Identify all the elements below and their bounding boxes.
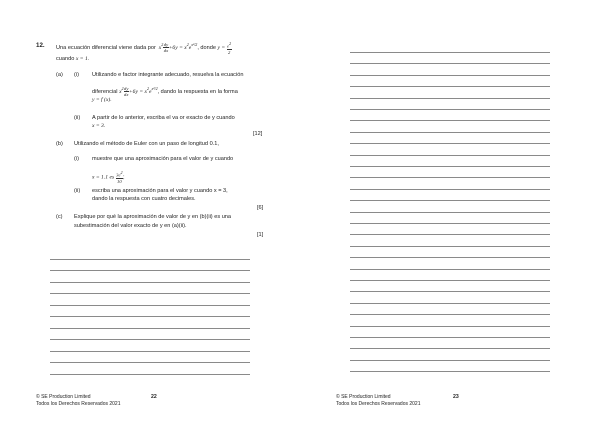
answer-line [350,75,550,76]
part-a-ii-line2: x = 3. [92,123,106,129]
footer-right [336,394,421,407]
answer-line [50,328,250,329]
answer-line [50,339,250,340]
page-number: 23 [453,394,459,400]
part-c-line1: Explique por qué la aproximación de valor de y en (b)(ii) es una [74,214,232,220]
answer-line [50,374,250,375]
question-number: 12. [36,42,45,49]
footer-left [36,394,121,407]
answer-line [350,246,550,247]
part-b-intro: Utilizando el método de Euler con un paso de longitud 0.1, [74,141,219,147]
answer-line [350,291,550,292]
copyright: © SE Production Limited [336,394,391,400]
part-b-marks: [6] [257,205,264,211]
answer-line [350,269,550,270]
answer-line [350,86,550,87]
answer-line [350,177,550,178]
answer-line [350,63,550,64]
answer-line [50,351,250,352]
part-b-i-label: (i) [74,156,79,162]
answer-line [350,155,550,156]
answer-line [350,360,550,361]
part-b-ii-line1: escriba una aproximación para el valor y cuando x = 3, [92,188,228,194]
answer-line [50,270,250,271]
part-b-i-line2: x = 1.1 es $\frac{3e2}{10}$ ; [92,170,125,184]
answer-line [50,282,250,283]
answer-line [350,120,550,121]
part-c-line2: subestimación del valor exacto de y en (a)(ii). [74,223,187,229]
answer-line [50,316,250,317]
part-a-i-line1: Utilizando e factor integrante adecuado, resuelva la ecuación [92,72,244,78]
answer-line [350,143,550,144]
answer-line [350,348,550,349]
page-number: 22 [151,394,157,400]
answer-line [350,257,550,258]
answer-line [350,234,550,235]
condition-y: y = $\frac{e2}{2}$ [217,41,232,55]
part-a-i-label: (i) [74,72,79,78]
answer-line [350,200,550,201]
question-intro: Una ecuación diferencial viene dada por $x^2$ $\frac{dy}{dx}$ $+6y = x^2e^{x^2/2}$, donde y = $\frac{e2}{2}$ [56,41,232,55]
equation: $x^2$ $\frac{dy}{dx}$ $+6y = x^2e^{x^2/2}$ [157,42,198,54]
answer-line [350,212,550,213]
right-page [300,0,600,424]
rights: Todos los Derechos Reservados 2021 [336,400,421,407]
answer-line [350,109,550,110]
answer-line [350,98,550,99]
answer-line [350,280,550,281]
answer-line [350,132,550,133]
part-b-i-line1: muestre que una aproximación para el valor de y cuando [92,156,234,162]
answer-line [350,326,550,327]
part-b-ii-line2: dando la respuesta con cuatro decimales. [92,196,196,202]
part-a-ii-line1: A partir de lo anterior, escriba el va or exacto de y cuando [92,115,235,121]
part-a-i-line3: y = f (x). [92,97,112,103]
answer-line [350,371,550,372]
answer-line [350,223,550,224]
answer-line [50,293,250,294]
part-a-ii-label: (ii) [74,115,81,121]
diff-equation: $x^2$ $\frac{dy}{dx}$ $+6y = x^2e^{x^2/2}$ [119,86,158,98]
answer-line [50,259,250,260]
answer-line [50,305,250,306]
answer-line [350,52,550,53]
answer-line [350,189,550,190]
intro-text: Una ecuación diferencial viene dada por [56,45,156,52]
answer-line [350,337,550,338]
answer-line [350,166,550,167]
part-c-marks: [1] [257,232,264,238]
copyright: © SE Production Limited [36,394,91,400]
part-a-marks: [12] [253,131,263,137]
part-c-label: (c) [56,214,63,220]
part-a-i-line2: diferencial $x^2$ $\frac{dy}{dx}$ $+6y = x^2e^{x^2/2}$, dando la respuesta en la forma [92,86,238,98]
part-a-label: (a) [56,72,63,78]
fraction-answer: $\frac{3e2}{10}$ [116,170,123,184]
answer-line [350,303,550,304]
answer-line [350,314,550,315]
intro-condition: cuando x = 1. [56,56,90,62]
rights: Todos los Derechos Reservados 2021 [36,400,121,407]
part-b-label: (b) [56,141,63,147]
part-b-ii-label: (ii) [74,188,81,194]
answer-line [50,362,250,363]
